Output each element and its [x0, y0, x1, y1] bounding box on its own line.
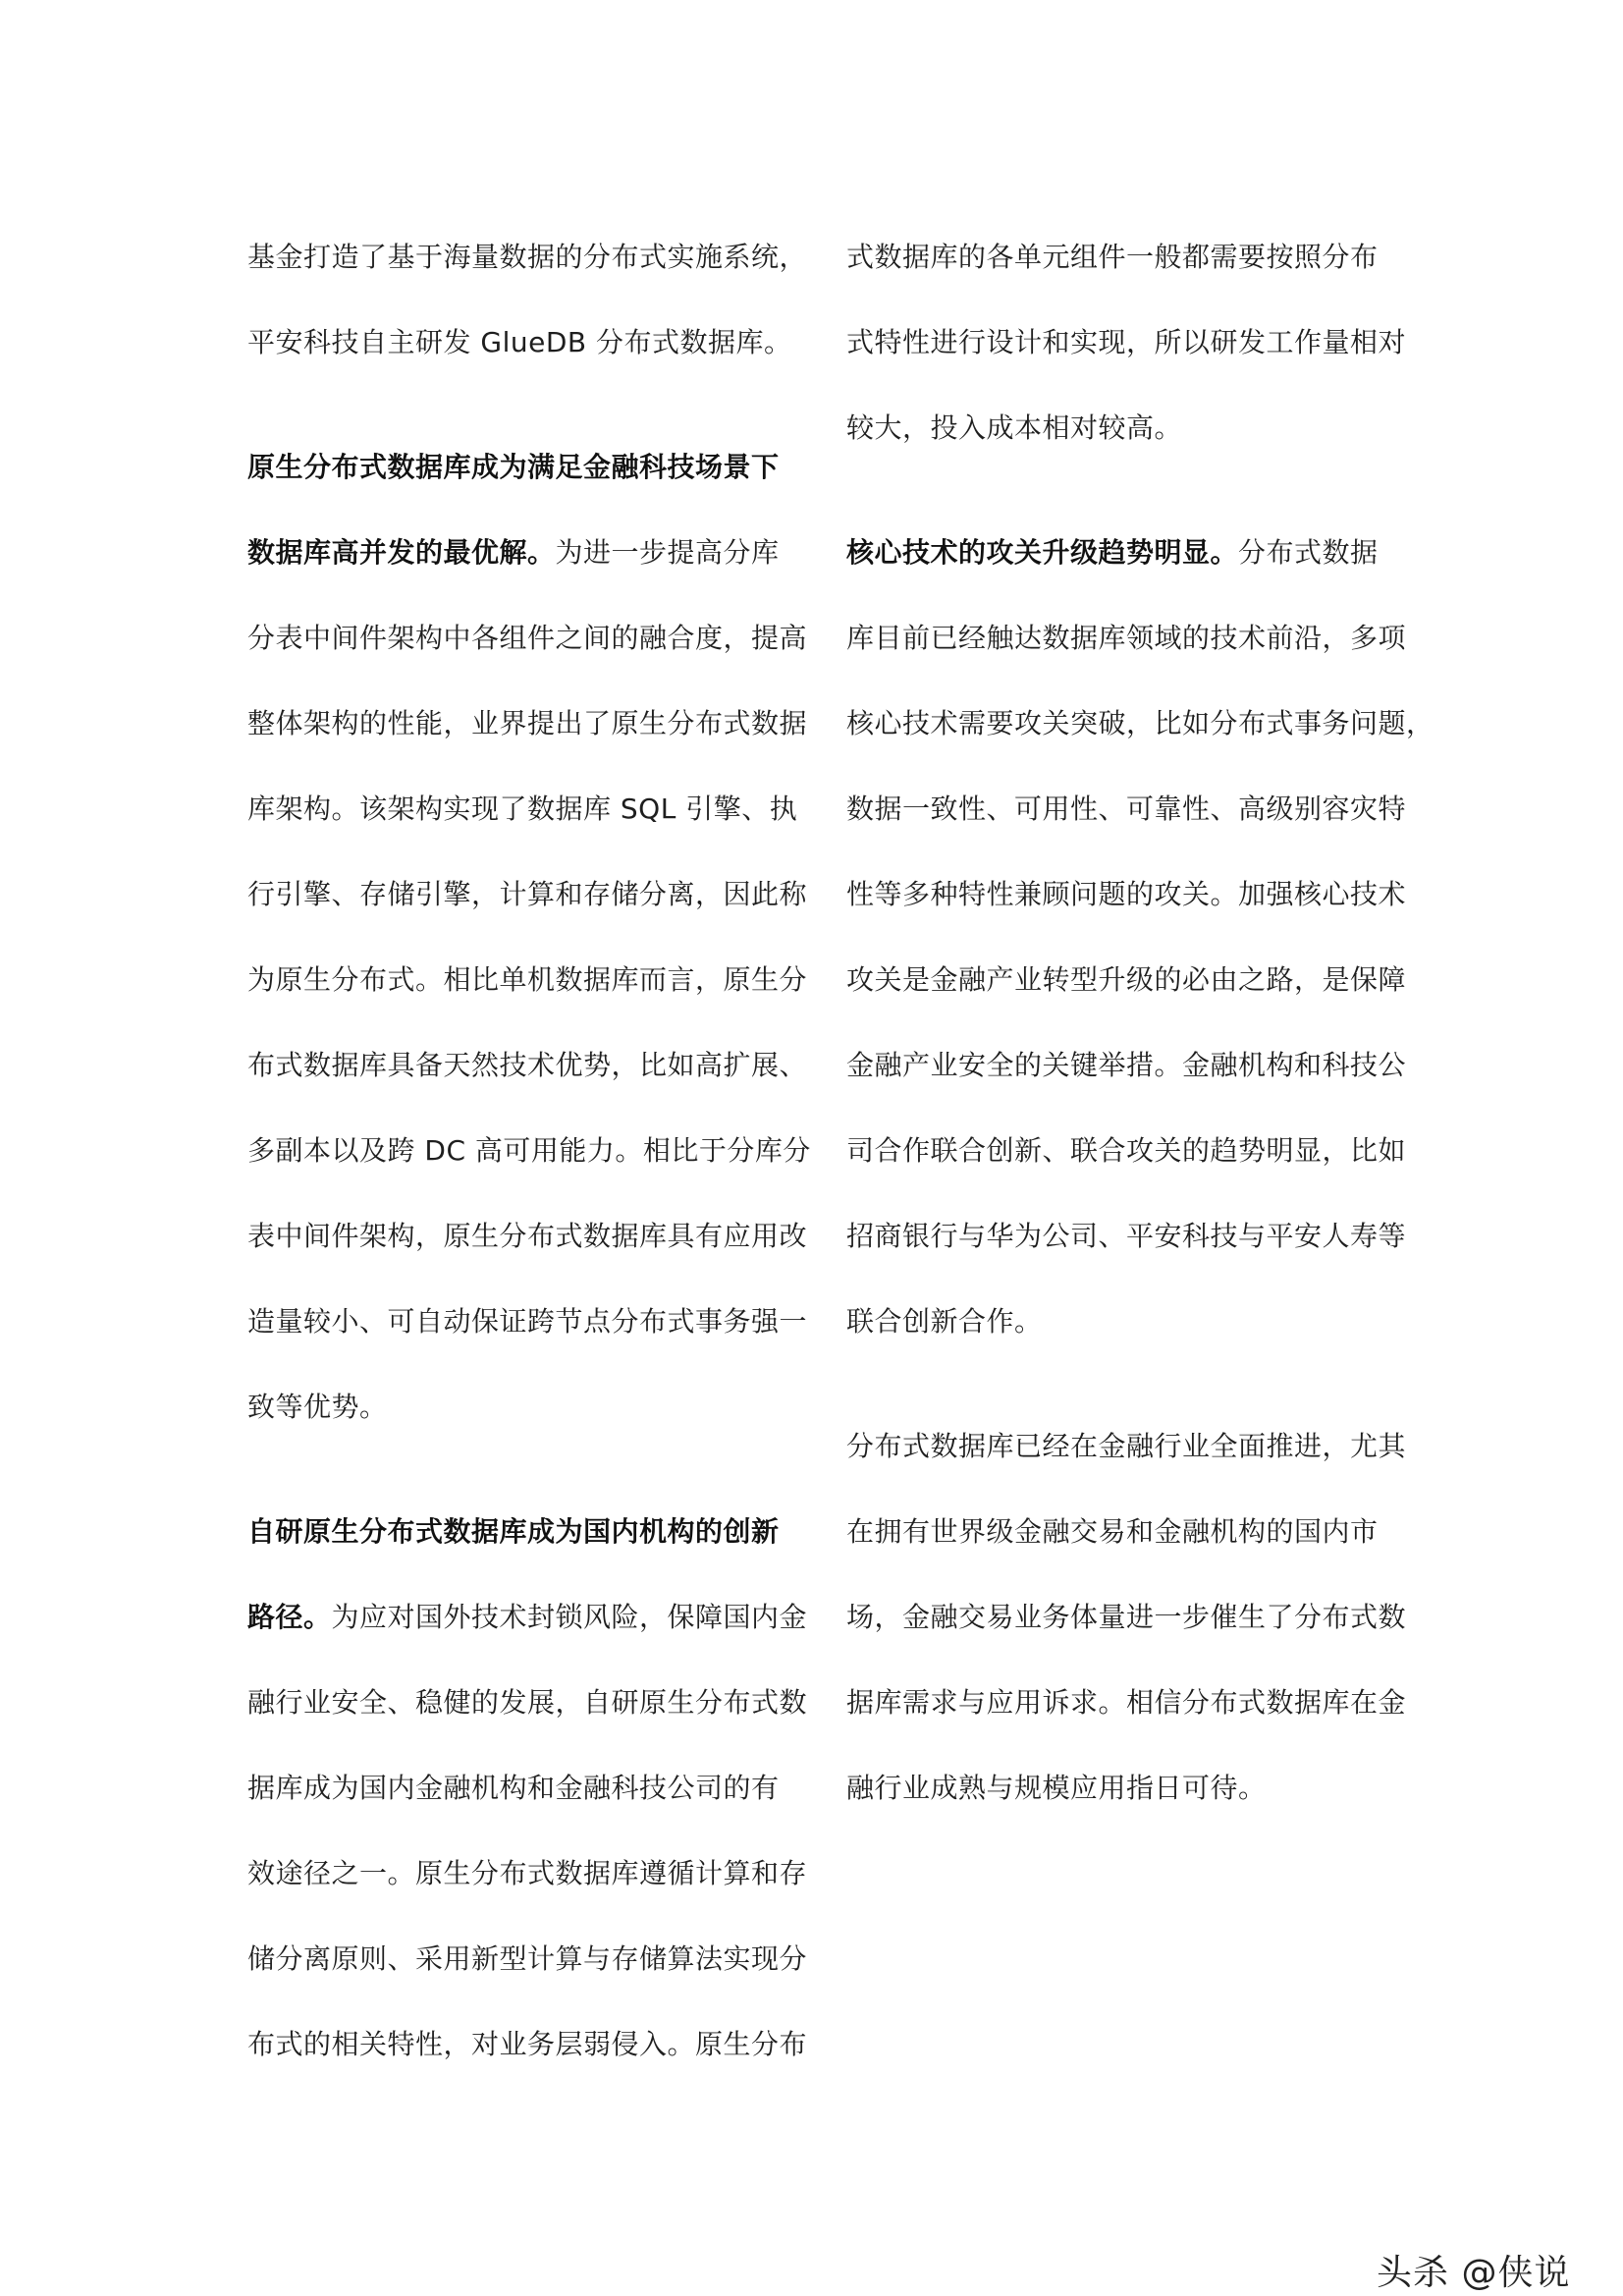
text-line: 数据一致性、可用性、可靠性、高级别容灾特	[846, 793, 1407, 825]
text-line: 造量较小、可自动保证跨节点分布式事务强一	[247, 1305, 808, 1338]
paragraph-unit-components	[846, 214, 1407, 470]
text-line: 路径。为应对国外技术封锁风险，保障国内金	[247, 1601, 808, 1633]
bold-heading: 自研原生分布式数据库成为国内机构的创新	[247, 1515, 780, 1548]
text-line: 分表中间件架构中各组件之间的融合度，提高	[247, 622, 808, 654]
text-line: 基金打造了基于海量数据的分布式实施系统，	[247, 241, 808, 273]
bold-heading: 核心技术的攻关升级趋势明显。	[846, 536, 1239, 569]
text-line: 整体架构的性能，业界提出了原生分布式数据	[247, 707, 808, 739]
text-line: 行引擎、存储引擎，计算和存储分离，因此称	[247, 878, 808, 910]
text-line: 据库成为国内金融机构和金融科技公司的有	[247, 1772, 780, 1804]
text-line: 场，金融交易业务体量进一步催生了分布式数	[846, 1601, 1407, 1633]
text-line: 表中间件架构，原生分布式数据库具有应用改	[247, 1220, 808, 1252]
text-line: 多副本以及跨 DC 高可用能力。相比于分库分	[247, 1134, 811, 1167]
text-line: 库架构。该架构实现了数据库 SQL 引擎、执	[247, 793, 798, 825]
text-line	[247, 1489, 797, 1574]
text-line: 数据库高并发的最优解。为进一步提高分库	[247, 536, 780, 569]
text-line: 效途径之一。原生分布式数据库遵循计算和存	[247, 1857, 808, 1889]
right-column	[846, 214, 1434, 1831]
paragraph-core-tech	[846, 510, 1434, 1364]
paragraph-industry-outlook	[846, 1403, 1407, 1831]
text-line: 融行业安全、稳健的发展，自研原生分布式数	[247, 1686, 808, 1719]
text-line: 式数据库的各单元组件一般都需要按照分布	[846, 241, 1379, 273]
text-line: 金融产业安全的关键举措。金融机构和科技公	[846, 1049, 1407, 1081]
text-line	[247, 424, 797, 510]
text-line: 平安科技自主研发 GlueDB 分布式数据库。	[247, 326, 792, 358]
text-line: 储分离原则、采用新型计算与存储算法实现分	[247, 1942, 808, 1975]
watermark: 头杀 @侠说	[1377, 2253, 1571, 2293]
text-line: 司合作联合创新、联合攻关的趋势明显，比如	[846, 1134, 1407, 1167]
text-line: 性等多种特性兼顾问题的攻关。加强核心技术	[846, 878, 1407, 910]
bold-heading: 路径。	[247, 1601, 332, 1633]
text-line: 布式的相关特性，对业务层弱侵入。原生分布	[247, 2028, 808, 2060]
left-column	[247, 214, 811, 2087]
text-line: 为原生分布式。相比单机数据库而言，原生分	[247, 963, 808, 996]
text-line: 在拥有世界级金融交易和金融机构的国内市	[846, 1515, 1379, 1548]
text-line: 较大，投入成本相对较高。	[846, 411, 1183, 444]
text-line: 致等优势。	[247, 1391, 388, 1423]
text-line: 核心技术需要攻关突破，比如分布式事务问题，	[846, 707, 1434, 739]
paragraph-native-distributed	[247, 424, 811, 1449]
bold-heading: 原生分布式数据库成为满足金融科技场景下	[247, 451, 780, 483]
text-line: 分布式数据库已经在金融行业全面推进，尤其	[846, 1430, 1407, 1462]
text-line: 式特性进行设计和实现，所以研发工作量相对	[846, 326, 1407, 358]
text-line: 核心技术的攻关升级趋势明显。分布式数据	[846, 536, 1379, 569]
text-line: 布式数据库具备天然技术优势，比如高扩展、	[247, 1049, 808, 1081]
text-line: 攻关是金融产业转型升级的必由之路，是保障	[846, 963, 1407, 996]
text-line: 据库需求与应用诉求。相信分布式数据库在金	[846, 1686, 1407, 1719]
text-line: 融行业成熟与规模应用指日可待。	[846, 1772, 1267, 1804]
bold-heading: 数据库高并发的最优解。	[247, 536, 556, 569]
paragraph-self-developed	[247, 1489, 808, 2087]
text-line: 联合创新合作。	[846, 1305, 1043, 1338]
text-line: 库目前已经触达数据库领域的技术前沿，多项	[846, 622, 1407, 654]
text-line: 招商银行与华为公司、平安科技与平安人寿等	[846, 1220, 1407, 1252]
paragraph-gluedb	[247, 214, 808, 385]
